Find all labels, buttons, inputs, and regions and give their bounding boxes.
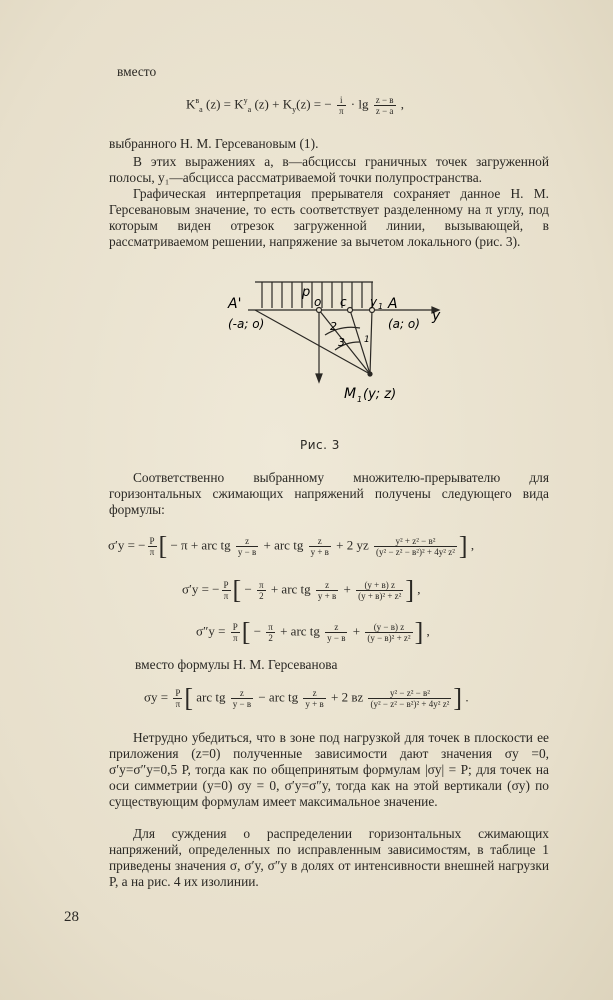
- label-coord-right: (a; o): [388, 317, 420, 331]
- formula-k: $K^в_a$ $(z) = K^y_a$ $(z) + K_y(z)$ = − $\frac{i}{\pi}$ · lg $\frac{z - в}{z - a}$ ,: [186, 95, 405, 116]
- label-m-coord: (y; z): [363, 387, 397, 402]
- figure-3: [210, 270, 450, 430]
- text-selected-by: выбранного Н. М. Герсевановым (1).: [109, 136, 319, 151]
- label-a-right: A: [388, 296, 398, 312]
- formula-sigma-double-prime: σ″y = $\frac{P}{\pi}$ [ − $\frac{\pi}{2}$ + arc tg $\frac{z}{y - в}$ + $\frac{(y - в) z}{\text{(y − в)² + z²}}$ ] ,: [196, 617, 430, 647]
- paragraph-easy-to-verify: Нетрудно убедиться, что в зоне под нагрузкой для точек в плоскости ее приложения (z=0) полученные зависимости дают значения σy =0, σ′y=σ″y=0,5 P, тогда как по общепринятым формулам |σy| = P; для точек на оси симметрии (y=0) σy = 0, σ′y=σ″y, тогда как на этой вертикали (σy) по существующим формулам имеет максимальное значение.: [109, 730, 549, 809]
- label-o: o: [314, 295, 322, 309]
- label-coord-left: (-a; o): [228, 317, 265, 331]
- formula-sigma-prime-2: σ′y = − $\frac{P}{\pi}$ [ − $\frac{\pi}{2}$ + arc tg $\frac{z}{y + в}$ + $\frac{(y + в) z}{\text{(y + в)² + z²}}$ ] ,: [182, 575, 421, 605]
- paragraph-interpretation: Графическая интерпретация прерывателя сохраняет данное Н. М. Герсевановым значение, то есть соответствует разделенному на π углу, под которым виден отрезок загруженной линии, вызывающей, в рассматриваемом решении, напряжение за вычетом локального (рис. 3).: [109, 186, 549, 249]
- label-m-sub: 1: [357, 395, 363, 404]
- page-number: 28: [64, 909, 79, 925]
- label-c: c: [340, 295, 347, 309]
- label-angle-1: 1: [364, 335, 370, 345]
- text-instead-of-formula: вместо формулы Н. М. Герсеванова: [135, 657, 338, 672]
- paragraph-distribution: Для суждения о распределении горизонтальных сжимающих напряжений, определенных по исправленным зависимостям, в таблице 1 приведены значения σ, σ′y, σ″y в долях от интенсивности внешней нагрузки P, а на рис. 4 их изолинии.: [109, 826, 549, 889]
- label-y1-sub: 1: [378, 302, 384, 311]
- point-m1: [368, 372, 372, 376]
- point-c: [348, 308, 353, 313]
- label-angle-2: 2: [330, 320, 337, 333]
- paragraph-correspondingly: Соответственно выбранному множителю-прерывателю для горизонтальных сжимающих напряжений получены следующего вида формулы:: [109, 470, 549, 517]
- label-a-left: A': [228, 296, 242, 312]
- formula-sigma-prime-1: σ′y = − $\frac{P}{\pi}$ [ − π + arc tg $\frac{z}{y - в}$ + arc tg $\frac{z}{y + в}$ + 2 yz $\frac{\text{y² + z² − в²}}{\text{(y² − z² − в²)² + 4y² z²}}$ ] ,: [108, 531, 475, 561]
- label-m: M: [344, 386, 357, 402]
- formula-gersevanov: σy = $\frac{P}{\pi}$ [ arc tg $\frac{z}{y - в}$ − arc tg $\frac{z}{y + в}$ + 2 вz $\frac{\text{y² − z² − в²}}{\text{(y² − z² − в²)² + 4y² z²}}$ ] .: [144, 683, 469, 713]
- z-axis-arrow: [316, 374, 322, 382]
- paragraph-expressions: В этих выражениях а, в—абсциссы граничных точек загруженной полосы, y₁—абсцисса рассматриваемой точки полупространства.: [109, 154, 549, 185]
- figure-caption: Рис. 3: [300, 438, 340, 452]
- text-vmesto: вместо: [117, 64, 157, 79]
- label-y-axis: y: [432, 308, 441, 324]
- ray-from-a-right: [370, 310, 372, 374]
- label-angle-3: 3: [338, 336, 345, 349]
- label-y1: y: [370, 295, 378, 309]
- label-p: p: [302, 285, 311, 300]
